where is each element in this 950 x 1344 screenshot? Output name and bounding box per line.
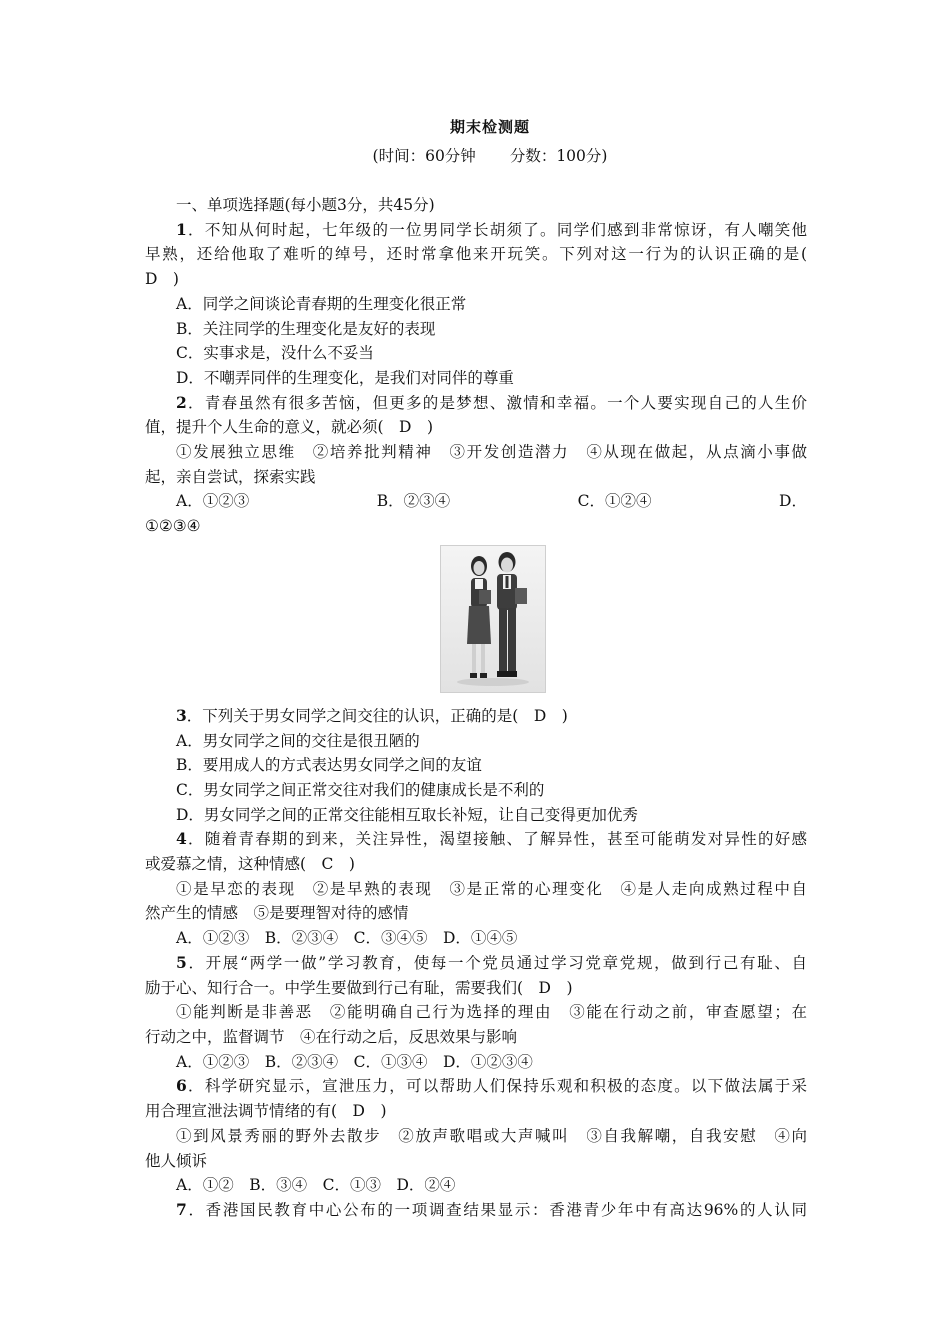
answer-key: D ) [145, 270, 179, 289]
exam-info [0, 144, 950, 166]
option-b: B．要用成人的方式表达男女同学之间的友谊 [176, 756, 482, 775]
statement-list: 行动之中，监督调节 ④在行动之后，反思效果与影响 [145, 1027, 518, 1046]
students-illustration [441, 546, 545, 692]
statement-list: 起，亲自尝试，探索实践 [145, 467, 316, 486]
option-b: B．②③④ [376, 492, 451, 511]
option-c: C．实事求是，没什么不妥当 [176, 344, 374, 363]
options-row: A．①②③ B．②③④ C．①③④ D．①②③④ [176, 1052, 533, 1071]
question-number: 3 [176, 705, 187, 725]
option-c: C．男女同学之间正常交往对我们的健康成长是不利的 [176, 780, 545, 799]
options-row: A．①②③ B．②③④ C．③④⑤ D．①④⑤ [176, 929, 518, 948]
section-heading: 一、单项选择题(每小题3分，共45分) [176, 196, 435, 214]
question-text: 值，提升个人生命的意义，就必须( D ) [145, 418, 434, 437]
question-1 [145, 218, 807, 391]
statement-list: 他人倾诉 [145, 1151, 208, 1170]
option-a: A．男女同学之间的交往是很丑陋的 [176, 731, 420, 750]
question-text: ．青春虽然有很多苦恼，但更多的是梦想、激情和幸福。一个人要实现自己的人生价 [186, 393, 807, 412]
statement-list: ①是早恋的表现 ②是早熟的表现 ③是正常的心理变化 ④是人走向成熟过程中自 [176, 879, 807, 898]
option-a: A．同学之间谈论青春期的生理变化很正常 [176, 294, 467, 313]
question-text: ．开展“两学一做”学习教育，使每一个党员通过学习党章党规，做到行己有耻、自 [186, 953, 807, 972]
figure [145, 545, 807, 699]
option-d: D．不嘲弄同伴的生理变化，是我们对同伴的尊重 [176, 368, 514, 387]
option-a: A．①②③ [176, 492, 250, 511]
question-6 [145, 1074, 807, 1198]
question-3 [145, 704, 807, 828]
options-row [145, 489, 807, 514]
time-limit: (时间：60分钟 [372, 147, 476, 165]
option-d-letter: D． [779, 492, 807, 511]
students-photo [440, 545, 546, 693]
question-text: ．下列关于男女同学之间交往的认识，正确的是( D ) [186, 706, 568, 725]
question-text: ．科学研究显示，宣泄压力，可以帮助人们保持乐观和积极的态度。以下做法属于采 [186, 1077, 807, 1096]
statement-list: ①能判断是非善恶 ②能明确自己行为选择的理由 ③能在行动之前，审查愿望；在 [176, 1003, 807, 1022]
question-text: 励于心、知行合一。中学生要做到行己有耻，需要我们( D ) [145, 978, 573, 997]
question-2 [145, 391, 807, 539]
page-title: 期末检测题 [449, 118, 530, 136]
question-text: 早熟，还给他取了难听的绰号，还时常拿他来开玩笑。下列对这一行为的认识正确的是( [145, 245, 807, 264]
question-7 [145, 1198, 807, 1223]
question-text: ．不知从何时起，七年级的一位男同学长胡须了。同学们感到非常惊讶，有人嘲笑他 [186, 220, 807, 239]
option-c: C．①②④ [577, 492, 652, 511]
question-number: 4 [176, 829, 187, 849]
question-list [145, 193, 807, 1223]
option-d: ①②③④ [145, 517, 201, 536]
question-text: 用合理宣泄法调节情绪的有( D ) [145, 1102, 387, 1121]
question-number: 1 [176, 219, 187, 239]
question-number: 5 [176, 952, 187, 972]
question-number: 6 [176, 1076, 187, 1096]
option-d: D．男女同学之间的正常交往能相互取长补短，让自己变得更加优秀 [176, 805, 638, 824]
question-text: ．香港国民教育中心公布的一项调查结果显示：香港青少年中有高达96%的人认同 [186, 1200, 807, 1219]
statement-list: 然产生的情感 ⑤是要理智对待的感情 [145, 904, 409, 923]
question-number: 7 [176, 1199, 187, 1219]
question-5 [145, 951, 807, 1075]
question-text: 或爱慕之情，这种情感( C ) [145, 855, 355, 874]
option-b: B．关注同学的生理变化是友好的表现 [176, 319, 436, 338]
options-row: A．①② B．③④ C．①③ D．②④ [176, 1176, 456, 1195]
question-4 [145, 827, 807, 951]
question-text: ．随着青春期的到来，关注异性，渴望接触、了解异性，甚至可能萌发对异性的好感 [186, 830, 807, 849]
total-score: 分数：100分) [509, 147, 608, 165]
statement-list: ①到风景秀丽的野外去散步 ②放声歌唱或大声喊叫 ③自我解嘲，自我安慰 ④向 [176, 1126, 807, 1145]
statement-list: ①发展独立思维 ②培养批判精神 ③开发创造潜力 ④从现在做起，从点滴小事做 [176, 443, 807, 462]
question-number: 2 [176, 392, 187, 412]
